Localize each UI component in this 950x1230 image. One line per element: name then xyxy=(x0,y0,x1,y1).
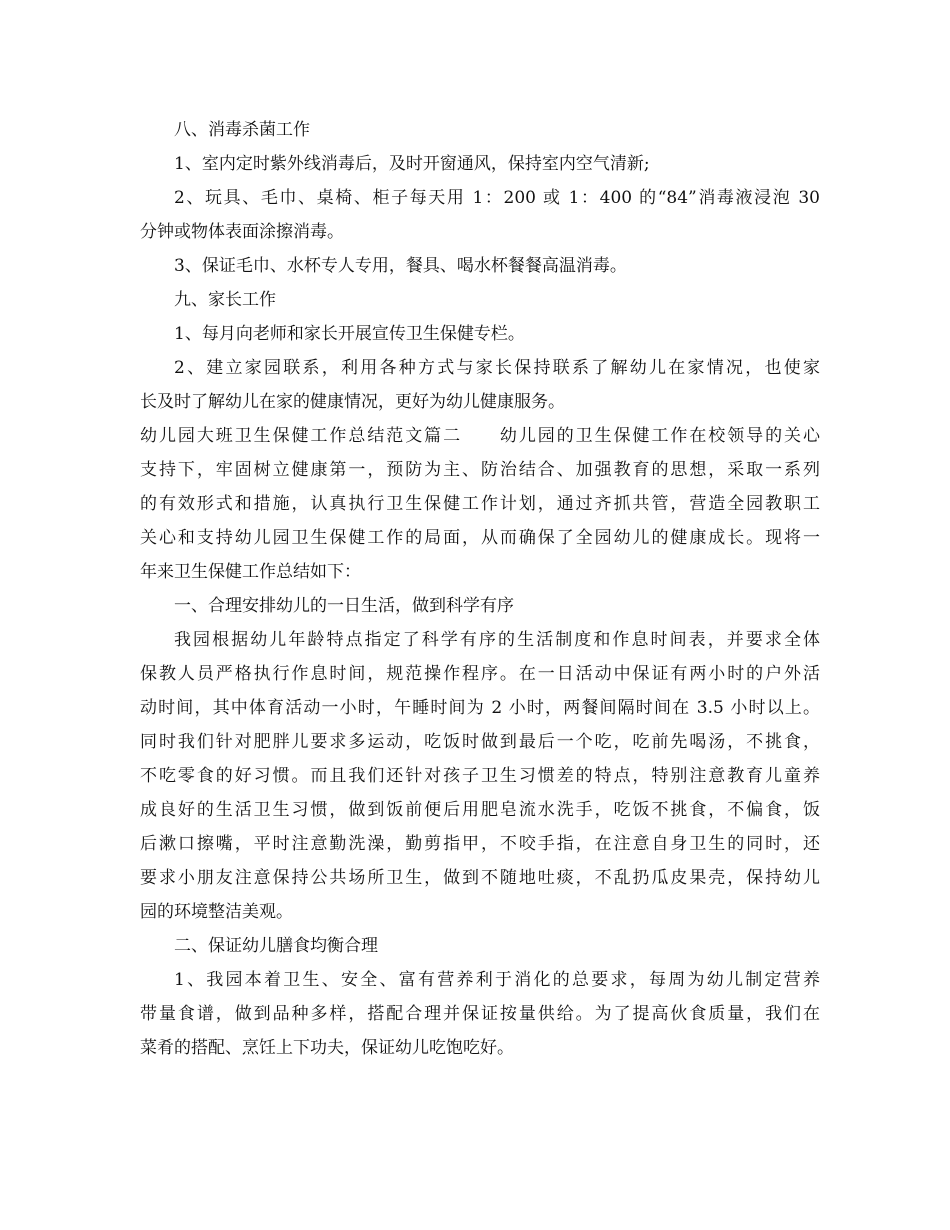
paragraph-line: 同时我们针对肥胖儿要求多运动，吃饭时做到最后一个吃，吃前先喝汤，不挑食， xyxy=(140,732,820,752)
paragraph-line: 2、建立家园联系，利用各种方式与家长保持联系了解幼儿在家情况，也使家 xyxy=(174,358,820,378)
section-heading-1: 一、合理安排幼儿的一日生活，做到科学有序 xyxy=(174,596,514,616)
paragraph-line: 年来卫生保健工作总结如下： xyxy=(140,562,361,582)
paragraph-line: 菜肴的搭配、烹饪上下功夫，保证幼儿吃饱吃好。 xyxy=(140,1038,514,1058)
paragraph-line: 成良好的生活卫生习惯，做到饭前便后用肥皂流水洗手，吃饭不挑食，不偏食，饭 xyxy=(140,800,820,820)
section-heading-8: 八、消毒杀菌工作 xyxy=(174,120,310,140)
paragraph-line: 带量食谱，做到品种多样，搭配合理并保证按量供给。为了提高伙食质量，我们在 xyxy=(140,1004,820,1024)
paragraph-line: 分钟或物体表面涂擦消毒。 xyxy=(140,222,344,242)
paragraph-line: 动时间，其中体育活动一小时，午睡时间为 2 小时，两餐间隔时间在 3.5 小时以上。 xyxy=(140,698,820,718)
paragraph-line: 我园根据幼儿年龄特点指定了科学有序的生活制度和作息时间表，并要求全体 xyxy=(174,630,820,650)
paragraph-line: 后漱口擦嘴，平时注意勤洗澡，勤剪指甲，不咬手指，在注意自身卫生的同时，还 xyxy=(140,834,820,854)
article-title-line: 幼儿园大班卫生保健工作总结范文篇二 幼儿园的卫生保健工作在校领导的关心 xyxy=(140,426,820,446)
paragraph-line: 2、玩具、毛巾、桌椅、柜子每天用 1：200 或 1：400 的“84”消毒液浸泡 30 xyxy=(174,188,820,208)
paragraph-line: 3、保证毛巾、水杯专人专用，餐具、喝水杯餐餐高温消毒。 xyxy=(174,256,627,276)
paragraph-line: 1、每月向老师和家长开展宣传卫生保健专栏。 xyxy=(174,324,525,344)
paragraph-line: 支持下，牢固树立健康第一，预防为主、防治结合、加强教育的思想，采取一系列 xyxy=(140,460,820,480)
section-heading-9: 九、家长工作 xyxy=(174,290,276,310)
paragraph-line: 园的环境整洁美观。 xyxy=(140,902,293,922)
paragraph-line: 关心和支持幼儿园卫生保健工作的局面，从而确保了全园幼儿的健康成长。现将一 xyxy=(140,528,820,548)
section-heading-2: 二、保证幼儿膳食均衡合理 xyxy=(174,936,378,956)
paragraph-line: 的有效形式和措施，认真执行卫生保健工作计划，通过齐抓共管，营造全园教职工 xyxy=(140,494,820,514)
paragraph-line: 保教人员严格执行作息时间，规范操作程序。在一日活动中保证有两小时的户外活 xyxy=(140,664,820,684)
paragraph-line: 要求小朋友注意保持公共场所卫生，做到不随地吐痰，不乱扔瓜皮果壳，保持幼儿 xyxy=(140,868,820,888)
paragraph-line: 不吃零食的好习惯。而且我们还针对孩子卫生习惯差的特点，特别注意教育儿童养 xyxy=(140,766,820,786)
paragraph-line: 长及时了解幼儿在家的健康情况，更好为幼儿健康服务。 xyxy=(140,392,565,412)
paragraph-line: 1、我园本着卫生、安全、富有营养利于消化的总要求，每周为幼儿制定营养 xyxy=(174,970,820,990)
paragraph-line: 1、室内定时紫外线消毒后，及时开窗通风，保持室内空气清新; xyxy=(174,154,650,174)
